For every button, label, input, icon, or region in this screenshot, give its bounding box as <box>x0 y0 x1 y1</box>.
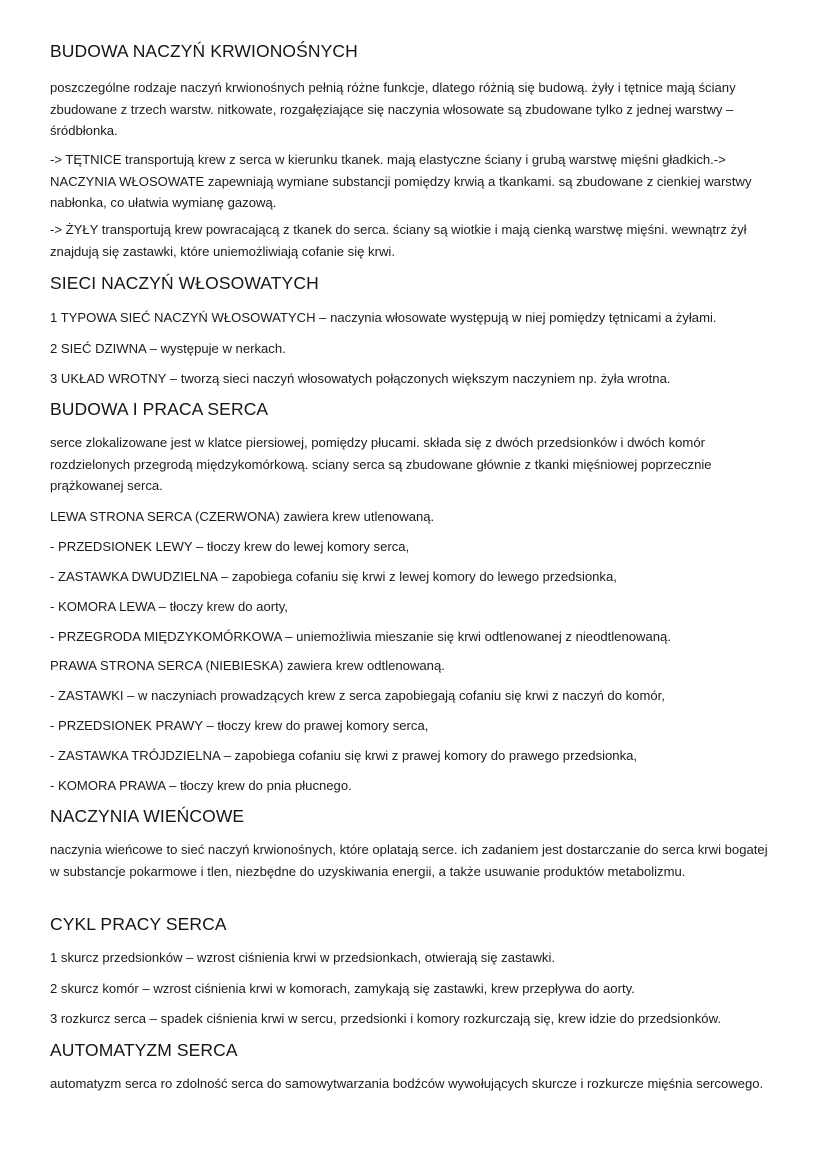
list-item: - KOMORA LEWA – tłoczy krew do aorty, <box>50 599 288 614</box>
section-heading: CYKL PRACY SERCA <box>50 914 227 934</box>
list-item: 3 rozkurcz serca – spadek ciśnienia krwi w sercu, przedsionki i komory rozkurczają się, krew idzie do przedsionków. <box>50 1011 721 1026</box>
paragraph: -> ŻYŁY transportują krew powracającą z tkanek do serca. ściany są wiotkie i mają cienką warstwę mięśni. wewnątrz żył znajdują się zastawki, które uniemożliwiają cofanie się krwi. <box>50 222 747 259</box>
paragraph: 3 UKŁAD WROTNY – tworzą sieci naczyń włosowatych połączonych większym naczyniem np. żyła wrotna. <box>50 371 671 386</box>
list-item: 1 skurcz przedsionków – wzrost ciśnienia krwi w przedsionkach, otwierają się zastawki. <box>50 950 556 965</box>
section-heading: NACZYNIA WIEŃCOWE <box>50 806 245 826</box>
list-item: - ZASTAWKA TRÓJDZIELNA – zapobiega cofaniu się krwi z prawej komory do prawego przedsionka, <box>50 748 638 763</box>
list-item: - PRZEDSIONEK LEWY – tłoczy krew do lewej komory serca, <box>50 539 410 554</box>
paragraph: PRAWA STRONA SERCA (NIEBIESKA) zawiera krew odtlenowaną. <box>50 658 445 673</box>
paragraph: LEWA STRONA SERCA (CZERWONA) zawiera krew utlenowaną. <box>50 509 435 524</box>
paragraph: 2 SIEĆ DZIWNA – występuje w nerkach. <box>50 341 286 356</box>
list-item: - ZASTAWKA DWUDZIELNA – zapobiega cofaniu się krwi z lewej komory do lewego przedsionka, <box>50 569 617 584</box>
paragraph: automatyzm serca ro zdolność serca do samowytwarzania bodźców wywołujących skurcze i rozkurcze mięśnia sercowego. <box>50 1076 764 1091</box>
list-item: - KOMORA PRAWA – tłoczy krew do pnia płucnego. <box>50 778 352 793</box>
section-heading: AUTOMATYZM SERCA <box>50 1040 238 1060</box>
section-heading: SIECI NACZYŃ WŁOSOWATYCH <box>50 273 319 293</box>
paragraph: -> TĘTNICE transportują krew z serca w kierunku tkanek. mają elastyczne ściany i grubą warstwę mięśni gładkich.-> NACZYNIA WŁOSOWATE zapewniają wymiane substancji pomiędzy krwią a tkankami. są zbudowane z cienkiej warstwy nabłonka, co ułatwia wymianę gazową. <box>50 152 752 210</box>
list-item: - PRZEDSIONEK PRAWY – tłoczy krew do prawej komory serca, <box>50 718 429 733</box>
section-heading: BUDOWA I PRACA SERCA <box>50 399 269 419</box>
list-item: 2 skurcz komór – wzrost ciśnienia krwi w komorach, zamykają się zastawki, krew przepływa do aorty. <box>50 981 635 996</box>
paragraph: serce zlokalizowane jest w klatce piersiowej, pomiędzy płucami. składa się z dwóch przedsionków i dwóch komór rozdzielonych przegrodą międzykomórkową. sciany serca są zbudowane głównie z tkanki mięśniowej poprzecznie prążkowanej serca. <box>50 435 712 493</box>
list-item: - ZASTAWKI – w naczyniach prowadzących krew z serca zapobiegają cofaniu się krwi z naczyń do komór, <box>50 688 665 703</box>
paragraph: poszczególne rodzaje naczyń krwionośnych pełnią różne funkcje, dlatego różnią się budową. żyły i tętnice mają ściany zbudowane z trzech warstw. nitkowate, rozgałęziające się naczynia włosowate są zbudowane tylko z jednej warstwy – śródbłonka. <box>50 80 736 138</box>
paragraph: naczynia wieńcowe to sieć naczyń krwionośnych, które oplatają serce. ich zadaniem jest dostarczanie do serca krwi bogatej w substancje pokarmowe i tlen, niezbędne do uzyskiwania energii, a także usuwanie produktów metabolizmu. <box>50 842 768 879</box>
list-item: - PRZEGRODA MIĘDZYKOMÓRKOWA – uniemożliwia mieszanie się krwi odtlenowanej z nieodtlenowaną. <box>50 629 671 644</box>
section-heading: BUDOWA NACZYŃ KRWIONOŚNYCH <box>50 41 358 61</box>
paragraph: 1 TYPOWA SIEĆ NACZYŃ WŁOSOWATYCH – naczynia włosowate występują w niej pomiędzy tętnicami a żyłami. <box>50 310 717 325</box>
